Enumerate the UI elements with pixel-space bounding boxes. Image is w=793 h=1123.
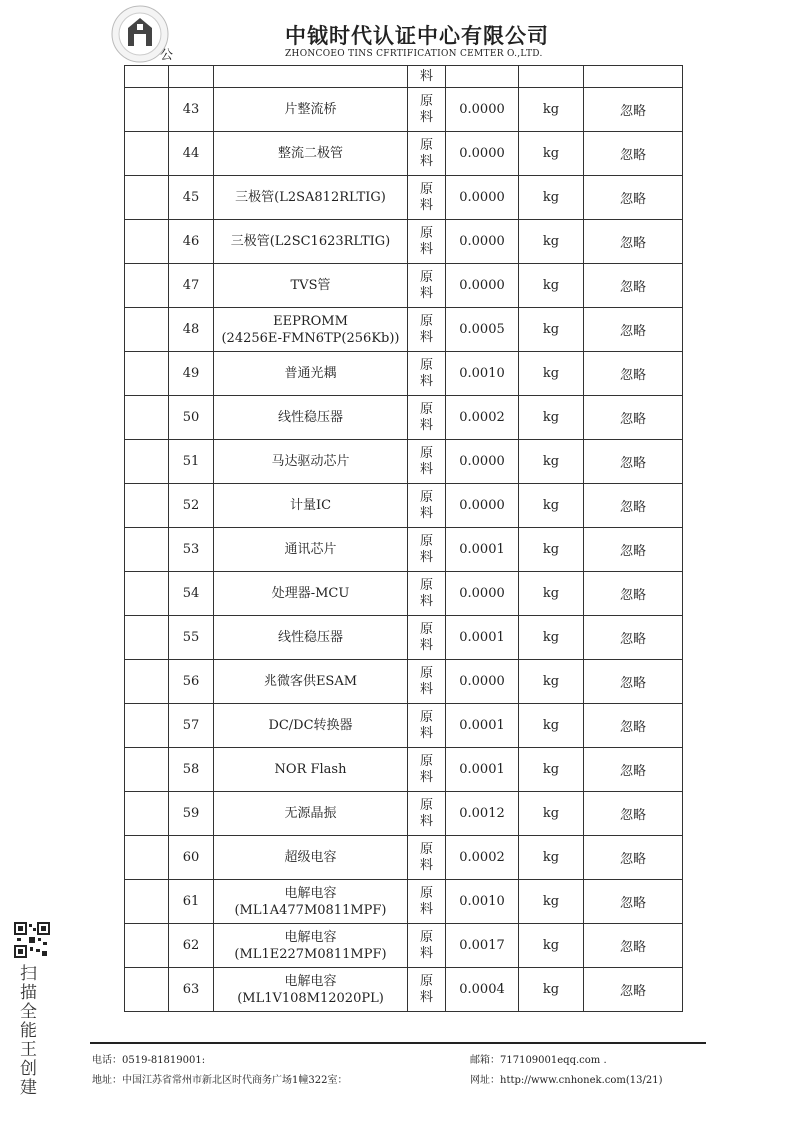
type-cell: 原 料 — [408, 352, 446, 396]
material-name-cell: 线性稳压器 — [214, 396, 408, 440]
type-cell: 原 料 — [408, 132, 446, 176]
type-cell: 原 料 — [408, 220, 446, 264]
footer-divider — [90, 1042, 706, 1044]
table-row — [125, 308, 683, 352]
weight-cell: 0.0000 — [446, 484, 519, 528]
material-name-cell: 片整流桥 — [214, 88, 408, 132]
row-number-cell: 45 — [169, 176, 214, 220]
material-name-cell: 电解电容 (ML1E227M0811MPF) — [214, 924, 408, 968]
remark-cell: 忽略 — [584, 748, 683, 792]
table-row — [125, 660, 683, 704]
remark-cell: 忽略 — [584, 836, 683, 880]
unit-cell: kg — [519, 484, 584, 528]
row-spacer-cell — [125, 704, 169, 748]
remark-cell: 忽略 — [584, 880, 683, 924]
row-spacer-cell — [125, 308, 169, 352]
remark-cell: 忽略 — [584, 220, 683, 264]
table-row — [125, 792, 683, 836]
unit-cell: kg — [519, 132, 584, 176]
material-name-cell: 处理器-MCU — [214, 572, 408, 616]
row-spacer-cell — [125, 572, 169, 616]
table-row — [125, 352, 683, 396]
weight-cell: 0.0000 — [446, 572, 519, 616]
unit-cell: kg — [519, 660, 584, 704]
table-continuation-row — [125, 66, 683, 88]
row-spacer-cell — [125, 264, 169, 308]
remark-cell: 忽略 — [584, 484, 683, 528]
row-spacer-cell — [125, 352, 169, 396]
remark-cell: 忽略 — [584, 132, 683, 176]
scanner-watermark-text: 扫描全能王创建 — [20, 964, 37, 1098]
table-row — [125, 264, 683, 308]
row-number-cell: 44 — [169, 132, 214, 176]
row-number-cell: 59 — [169, 792, 214, 836]
unit-cell: kg — [519, 572, 584, 616]
type-cell: 原 料 — [408, 748, 446, 792]
row-number-cell: 50 — [169, 396, 214, 440]
table-row — [125, 176, 683, 220]
logo-suffix-text: 公 — [160, 48, 174, 63]
row-spacer-cell — [125, 88, 169, 132]
material-name-cell: 普通光耦 — [214, 352, 408, 396]
row-spacer-cell — [125, 616, 169, 660]
type-cell: 原 料 — [408, 660, 446, 704]
material-name-cell: 无源晶振 — [214, 792, 408, 836]
weight-cell: 0.0001 — [446, 528, 519, 572]
table-row — [125, 880, 683, 924]
weight-cell: 0.0000 — [446, 132, 519, 176]
material-name-cell: 超级电容 — [214, 836, 408, 880]
type-cell: 原 料 — [408, 484, 446, 528]
remark-cell: 忽略 — [584, 88, 683, 132]
material-name-cell: 电解电容 (ML1A477M0811MPF) — [214, 880, 408, 924]
unit-cell: kg — [519, 264, 584, 308]
table-row — [125, 220, 683, 264]
material-name-cell: 三极管(L2SA812RLTIG) — [214, 176, 408, 220]
material-name-cell: 通讯芯片 — [214, 528, 408, 572]
row-spacer-cell — [125, 968, 169, 1012]
remark-cell: 忽略 — [584, 660, 683, 704]
table-row — [125, 440, 683, 484]
unit-cell: kg — [519, 396, 584, 440]
material-name-cell: 兆微客供ESAM — [214, 660, 408, 704]
unit-cell: kg — [519, 176, 584, 220]
type-cell: 原 料 — [408, 704, 446, 748]
type-cell: 原 料 — [408, 440, 446, 484]
table-row — [125, 132, 683, 176]
row-number-cell: 49 — [169, 352, 214, 396]
row-number-cell: 48 — [169, 308, 214, 352]
table-row — [125, 396, 683, 440]
unit-cell: kg — [519, 440, 584, 484]
row-number-cell: 62 — [169, 924, 214, 968]
row-spacer-cell — [125, 748, 169, 792]
unit-cell: kg — [519, 220, 584, 264]
table-row — [125, 88, 683, 132]
remark-cell: 忽略 — [584, 528, 683, 572]
weight-cell: 0.0000 — [446, 220, 519, 264]
type-cell: 原 料 — [408, 264, 446, 308]
row-spacer-cell — [125, 176, 169, 220]
remark-cell: 忽略 — [584, 352, 683, 396]
weight-cell: 0.0002 — [446, 396, 519, 440]
type-cell: 原 料 — [408, 616, 446, 660]
type-cell: 原 料 — [408, 308, 446, 352]
footer-phone: 电话：0519-81819001: — [92, 1055, 206, 1066]
materials-table — [124, 65, 683, 1012]
unit-cell: kg — [519, 924, 584, 968]
table-row — [125, 748, 683, 792]
row-spacer-cell — [125, 528, 169, 572]
unit-cell: kg — [519, 352, 584, 396]
row-number-cell: 60 — [169, 836, 214, 880]
type-cell: 原 料 — [408, 528, 446, 572]
row-number-cell: 58 — [169, 748, 214, 792]
row-spacer-cell — [125, 220, 169, 264]
unit-cell: kg — [519, 88, 584, 132]
type-cell: 原 料 — [408, 572, 446, 616]
material-name-cell: 三极管(L2SC1623RLTIG) — [214, 220, 408, 264]
weight-cell: 0.0010 — [446, 352, 519, 396]
weight-cell: 0.0004 — [446, 968, 519, 1012]
row-number-cell: 55 — [169, 616, 214, 660]
weight-cell: 0.0001 — [446, 748, 519, 792]
table-row — [125, 836, 683, 880]
unit-cell: kg — [519, 836, 584, 880]
material-name-cell: EEPROMM (24256E-FMN6TP(256Kb)) — [214, 308, 408, 352]
row-spacer-cell — [125, 792, 169, 836]
remark-cell: 忽略 — [584, 440, 683, 484]
unit-cell: kg — [519, 968, 584, 1012]
unit-cell: kg — [519, 308, 584, 352]
weight-cell: 0.0000 — [446, 440, 519, 484]
row-number-cell: 56 — [169, 660, 214, 704]
type-cell: 原 料 — [408, 88, 446, 132]
remark-cell: 忽略 — [584, 968, 683, 1012]
row-number-cell: 63 — [169, 968, 214, 1012]
footer-website: 网址：http://www.cnhonek.com(13/21) — [470, 1075, 663, 1086]
type-cell: 原 料 — [408, 924, 446, 968]
weight-cell: 0.0012 — [446, 792, 519, 836]
row-spacer-cell — [125, 132, 169, 176]
type-cell: 原 料 — [408, 880, 446, 924]
row-spacer-cell — [125, 880, 169, 924]
remark-cell: 忽略 — [584, 572, 683, 616]
weight-cell: 0.0000 — [446, 88, 519, 132]
table-row — [125, 528, 683, 572]
footer-email: 邮箱：717109001eqq.com . — [470, 1055, 607, 1066]
remark-cell: 忽略 — [584, 616, 683, 660]
unit-cell: kg — [519, 704, 584, 748]
table-row — [125, 616, 683, 660]
weight-cell: 0.0005 — [446, 308, 519, 352]
row-spacer-cell — [125, 836, 169, 880]
table-row — [125, 968, 683, 1012]
row-number-cell: 47 — [169, 264, 214, 308]
weight-cell: 0.0001 — [446, 616, 519, 660]
unit-cell: kg — [519, 616, 584, 660]
table-row — [125, 484, 683, 528]
row-number-cell: 61 — [169, 880, 214, 924]
weight-cell: 0.0000 — [446, 660, 519, 704]
weight-cell: 0.0000 — [446, 176, 519, 220]
type-cell: 原 料 — [408, 836, 446, 880]
unit-cell: kg — [519, 792, 584, 836]
type-cell: 原 料 — [408, 176, 446, 220]
unit-cell: kg — [519, 748, 584, 792]
unit-cell: kg — [519, 880, 584, 924]
table-row — [125, 572, 683, 616]
row-spacer-cell — [125, 396, 169, 440]
remark-cell: 忽略 — [584, 308, 683, 352]
material-name-cell: 计量IC — [214, 484, 408, 528]
company-name-en: ZHONCOEO TINS CFRTIFICATION CEMTER O.,LTD. — [285, 49, 543, 59]
weight-cell: 0.0017 — [446, 924, 519, 968]
weight-cell: 0.0000 — [446, 264, 519, 308]
type-cell: 原 料 — [408, 792, 446, 836]
remark-cell: 忽略 — [584, 704, 683, 748]
row-number-cell: 57 — [169, 704, 214, 748]
row-spacer-cell — [125, 924, 169, 968]
weight-cell: 0.0002 — [446, 836, 519, 880]
company-name-cn: 中钺时代认证中心有限公司 — [285, 24, 549, 48]
row-spacer-cell — [125, 440, 169, 484]
row-spacer-cell — [125, 660, 169, 704]
table-row — [125, 704, 683, 748]
remark-cell: 忽略 — [584, 924, 683, 968]
type-cell: 料 — [408, 66, 446, 88]
material-name-cell: NOR Flash — [214, 748, 408, 792]
weight-cell: 0.0001 — [446, 704, 519, 748]
remark-cell: 忽略 — [584, 792, 683, 836]
footer-address: 地址：中国江苏省常州市新北区时代商务广场1幢322室： — [92, 1075, 348, 1086]
material-name-cell: 整流二极管 — [214, 132, 408, 176]
material-name-cell: 线性稳压器 — [214, 616, 408, 660]
unit-cell: kg — [519, 528, 584, 572]
material-name-cell: DC/DC转换器 — [214, 704, 408, 748]
row-number-cell: 54 — [169, 572, 214, 616]
material-name-cell: TVS管 — [214, 264, 408, 308]
row-spacer-cell — [125, 484, 169, 528]
type-cell: 原 料 — [408, 968, 446, 1012]
row-number-cell: 53 — [169, 528, 214, 572]
table-row — [125, 924, 683, 968]
type-cell: 原 料 — [408, 396, 446, 440]
qr-code-icon — [14, 922, 50, 958]
remark-cell: 忽略 — [584, 176, 683, 220]
remark-cell: 忽略 — [584, 396, 683, 440]
weight-cell: 0.0010 — [446, 880, 519, 924]
remark-cell: 忽略 — [584, 264, 683, 308]
material-name-cell: 电解电容 (ML1V108M12020PL) — [214, 968, 408, 1012]
row-number-cell: 51 — [169, 440, 214, 484]
row-number-cell: 46 — [169, 220, 214, 264]
row-number-cell: 43 — [169, 88, 214, 132]
material-name-cell: 马达驱动芯片 — [214, 440, 408, 484]
row-number-cell: 52 — [169, 484, 214, 528]
